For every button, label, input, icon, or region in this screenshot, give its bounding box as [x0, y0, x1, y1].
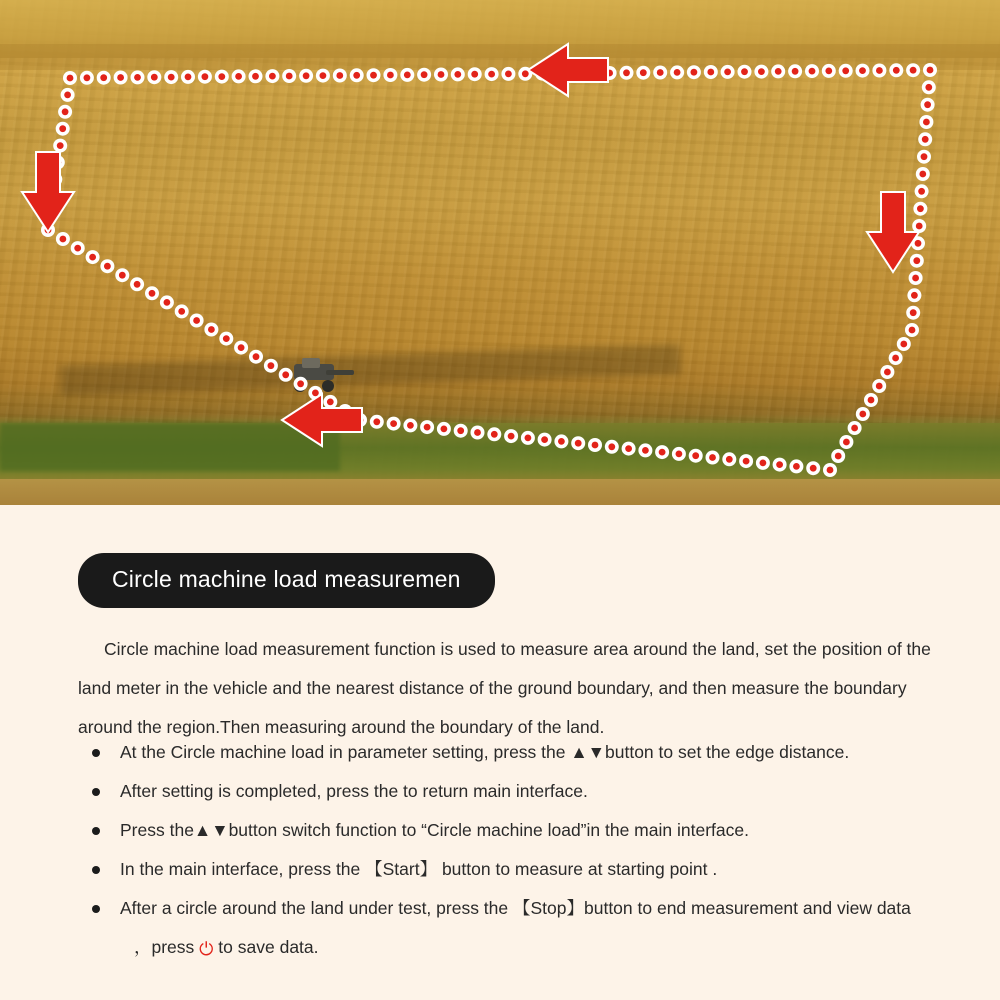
list-item-text: After a circle around the land under test, press the 【Stop】button to end measurement and view data	[120, 898, 911, 918]
arrow-left-down	[22, 152, 74, 232]
instruction-list	[78, 733, 958, 967]
list-item-text: In the main interface, press the 【Start】 button to measure at starting point .	[120, 859, 718, 879]
list-item-text: At the Circle machine load in parameter setting, press the ▲▼button to set the edge distance.	[120, 742, 850, 762]
list-item-text: After setting is completed, press the to return main interface.	[120, 781, 588, 801]
instruction-panel	[0, 505, 1000, 1000]
power-icon: ⏻	[199, 939, 214, 959]
arrow-bottom-right	[282, 394, 362, 446]
bullet-dot-icon	[92, 788, 100, 796]
bullet-dot-icon	[92, 827, 100, 835]
bullet-dot-icon	[92, 749, 100, 757]
list-item	[78, 889, 958, 967]
list-item-text: Press the▲▼button switch function to “Circle machine load”in the main interface.	[120, 820, 749, 840]
list-item	[78, 772, 958, 811]
list-item	[78, 811, 958, 850]
intro-paragraph: Circle machine load measurement function is used to measure area around the land, set the position of the land meter in the vehicle and the nearest distance of the ground boundary, and then measure the boundary around the region.Then measuring around the boundary of the land.	[78, 638, 931, 737]
arrow-top-left	[528, 44, 608, 96]
section-title: Circle machine load measuremen	[78, 553, 495, 608]
boundary-marker-group	[41, 63, 937, 477]
save-data-prefix: ，press	[134, 937, 195, 957]
list-item	[78, 733, 958, 772]
save-data-suffix: to save data.	[218, 937, 319, 957]
list-item	[78, 850, 958, 889]
list-item-continuation	[120, 928, 958, 967]
bullet-dot-icon	[92, 866, 100, 874]
bullet-dot-icon	[92, 905, 100, 913]
